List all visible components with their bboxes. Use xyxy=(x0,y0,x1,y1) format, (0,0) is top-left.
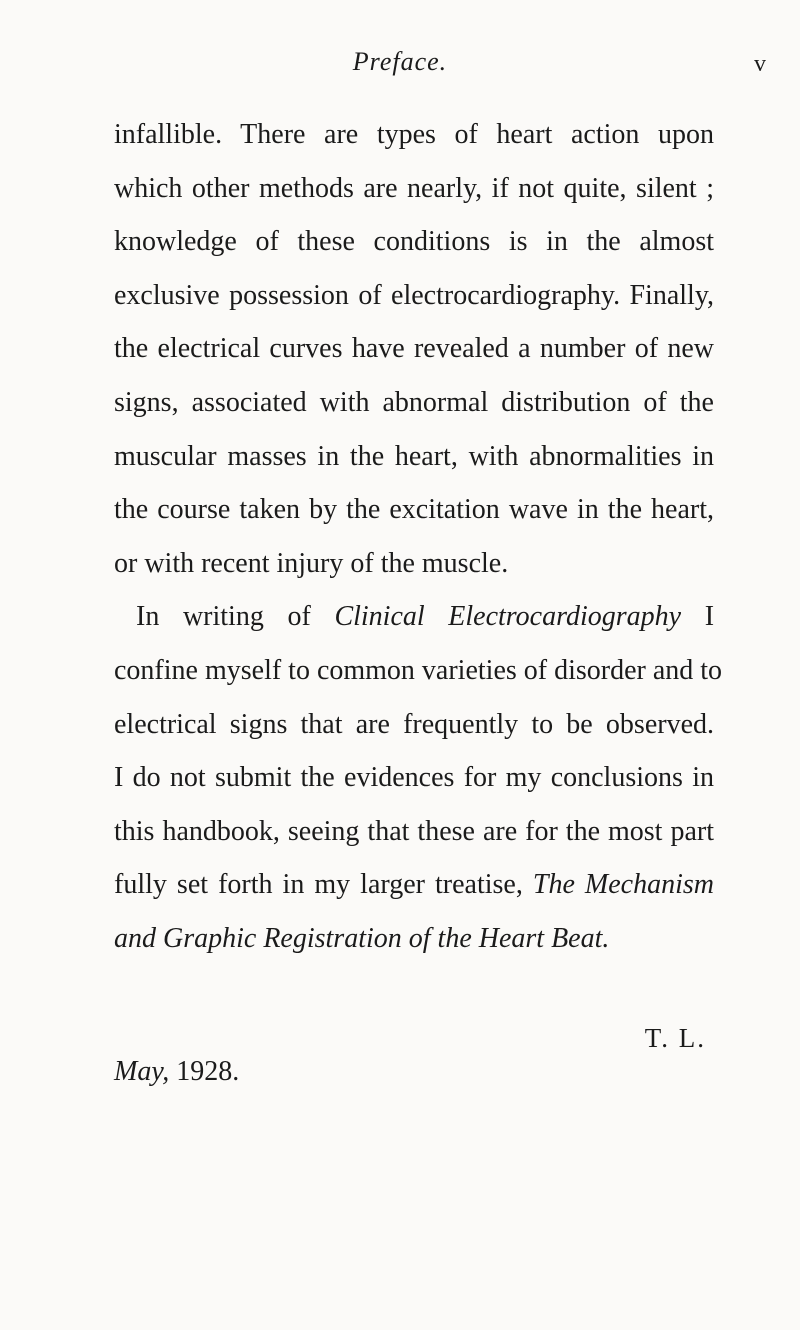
running-head xyxy=(0,42,800,82)
date-month: May, xyxy=(114,1056,170,1087)
text-line: muscular masses in the heart, with abnormalities in xyxy=(114,440,714,472)
date-year: 1928. xyxy=(169,1056,240,1087)
text-line-with-title xyxy=(114,858,714,912)
line-text: I xyxy=(681,601,715,633)
line-text: fully set forth in my larger treatise, xyxy=(114,869,533,901)
text-line-italic xyxy=(114,912,714,966)
text-line: confine myself to common varieties of disorder and to xyxy=(114,654,723,686)
text-line: the course taken by the excitation wave in the heart, xyxy=(114,494,714,526)
text-line: I do not submit the evidences for my conclusions in xyxy=(114,762,714,794)
preface-body xyxy=(114,108,723,966)
text-line: which other methods are nearly, if not quite, silent ; xyxy=(114,172,714,204)
running-title: Preface. xyxy=(352,47,448,76)
text-line: infallible. There are types of heart action upon xyxy=(114,119,714,150)
line-text: In writing of xyxy=(136,601,335,633)
text-line: electrical signs that are frequently to be observed. xyxy=(114,708,714,740)
text-line: signs, associated with abnormal distribution of the xyxy=(114,386,714,418)
author-signature: T. L. xyxy=(644,1023,706,1053)
page-number: v xyxy=(754,51,766,77)
text-line: knowledge of these conditions is in the almost xyxy=(114,226,714,258)
book-title-italic: The Mechanism xyxy=(532,869,715,901)
text-line: this handbook, seeing that these are for the most part xyxy=(114,815,714,847)
text-line: or with recent injury of the muscle. xyxy=(114,547,509,579)
text-line-with-title xyxy=(114,590,714,644)
book-title-italic: Clinical Electrocardiography xyxy=(334,601,682,633)
book-title-italic: and Graphic Registration of the Heart Beat. xyxy=(114,922,610,954)
date-line xyxy=(114,1052,239,1092)
text-line: the electrical curves have revealed a number of new xyxy=(114,333,714,365)
text-line: exclusive possession of electrocardiography. Finally, xyxy=(114,279,714,311)
